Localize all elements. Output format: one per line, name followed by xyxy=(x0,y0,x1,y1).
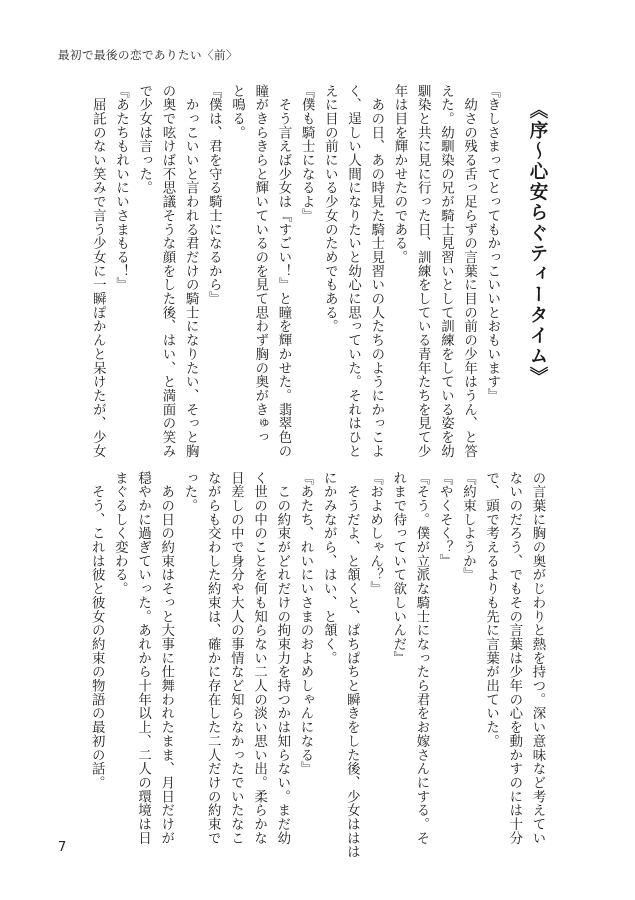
text-column: 『およめしゃん？』 xyxy=(367,471,383,596)
text-column: 『僕も騎士になるよ』 xyxy=(299,84,315,223)
text-column: 年は目を輝かせたのである。 xyxy=(391,84,407,265)
text-column: 『僕は、君を守る騎士になるから』 xyxy=(206,84,222,306)
text-column: ながらも交わした約束は、確かに存在した二人だけの約束で xyxy=(205,471,221,845)
text-column: の言葉に胸の奥がじわりと熱を持つ。深い意味など考えてい xyxy=(530,471,545,845)
text-column: この約束がどれだけの拘束力を持つかは知らない。まだ幼 xyxy=(274,471,290,845)
text-column: 屈託のない笑みで言う少女に一瞬ぽかんと呆けたが、少女 xyxy=(90,84,106,458)
text-column: 『やくそく？』 xyxy=(437,471,453,568)
text-column: で、頭で考えるよりも先に言葉が出ていた。 xyxy=(483,471,499,748)
text-column: えた。幼馴染の兄が騎士見習いとして訓練をしている姿を幼 xyxy=(438,84,454,458)
text-column: く世の中のことを何も知らない二人の淡い思い出。柔らかな xyxy=(251,471,267,845)
text-column: あの日、あの時見た騎士見習いの人たちのようにかっこよ xyxy=(368,84,384,458)
text-column: 『あたち、れいにいさまのおよめしゃんになる』 xyxy=(297,471,313,776)
text-column: ないのだろう、でもその言葉は少年の心を動かすのには十分 xyxy=(506,471,522,845)
text-column: にかみながら、はい、と頷く。 xyxy=(321,471,337,665)
running-title: 最初で最後の恋でありたい〈前〉 xyxy=(58,48,238,62)
text-column: 『約束しようか』 xyxy=(460,471,476,582)
text-column: 日差しの中で身分や大人の事情など知らなかったでいたなこ xyxy=(228,471,244,845)
text-column: れまで待っていて欲しいんだ』 xyxy=(390,471,406,665)
text-column: まぐるしく変わる。 xyxy=(112,471,128,596)
text-column: えに目の前にいる少女のためでもある。 xyxy=(322,84,338,334)
lower-text-block xyxy=(85,471,549,859)
text-column: そうだよ、と頷くと、ぱちぱちと瞬きをした後、少女ははは xyxy=(344,471,360,859)
text-column: 幼さの残る舌っ足らずの言葉に目の前の少年はうん、と答 xyxy=(461,84,477,458)
text-column: かっこいいと言われる君だけの騎士になりたい、そっと胸 xyxy=(183,84,199,458)
text-column: 『きしさまってとってもかっこいいとおもいます』 xyxy=(484,84,500,403)
chapter-title: 《序〜心安らぐティータイム》 xyxy=(527,100,548,387)
text-column: で少女は言った。 xyxy=(136,84,152,195)
text-column: と鳴る。 xyxy=(229,84,245,140)
upper-text-block xyxy=(86,84,549,458)
text-column: 穏やかに過ぎていった。あれから十年以上、二人の環境は日 xyxy=(135,471,151,845)
text-column: そう、これは彼と彼女の約束の物語の最初の話。 xyxy=(89,471,105,790)
text-column: った。 xyxy=(181,471,197,513)
text-column: あの日の約束はそっと大事に仕舞われたまま、月日だけが xyxy=(158,471,174,845)
text-column: の奥で呟けば不思議そうな顔をした後、はい、と満面の笑み xyxy=(159,84,175,458)
text-column: 瞳がきらきらと輝いているのを見て思わず胸の奥がきゅっ xyxy=(252,84,268,445)
page-number: 7 xyxy=(58,840,67,855)
text-column: 『そう。僕が立派な騎士になったら君をお嫁さんにする。そ xyxy=(413,471,429,845)
text-column: く、逞しい人間になりたいと幼心に思っていた。それはひと xyxy=(345,84,361,458)
text-column: 『あたちもれいにいさまもる！』 xyxy=(113,84,129,292)
text-column: そう言えば少女は『すごい！』と瞳を輝かせた。翡翠色の xyxy=(275,84,291,458)
text-column: 馴染と共に見に行った日、訓練をしている青年たちを見て少 xyxy=(415,84,431,458)
